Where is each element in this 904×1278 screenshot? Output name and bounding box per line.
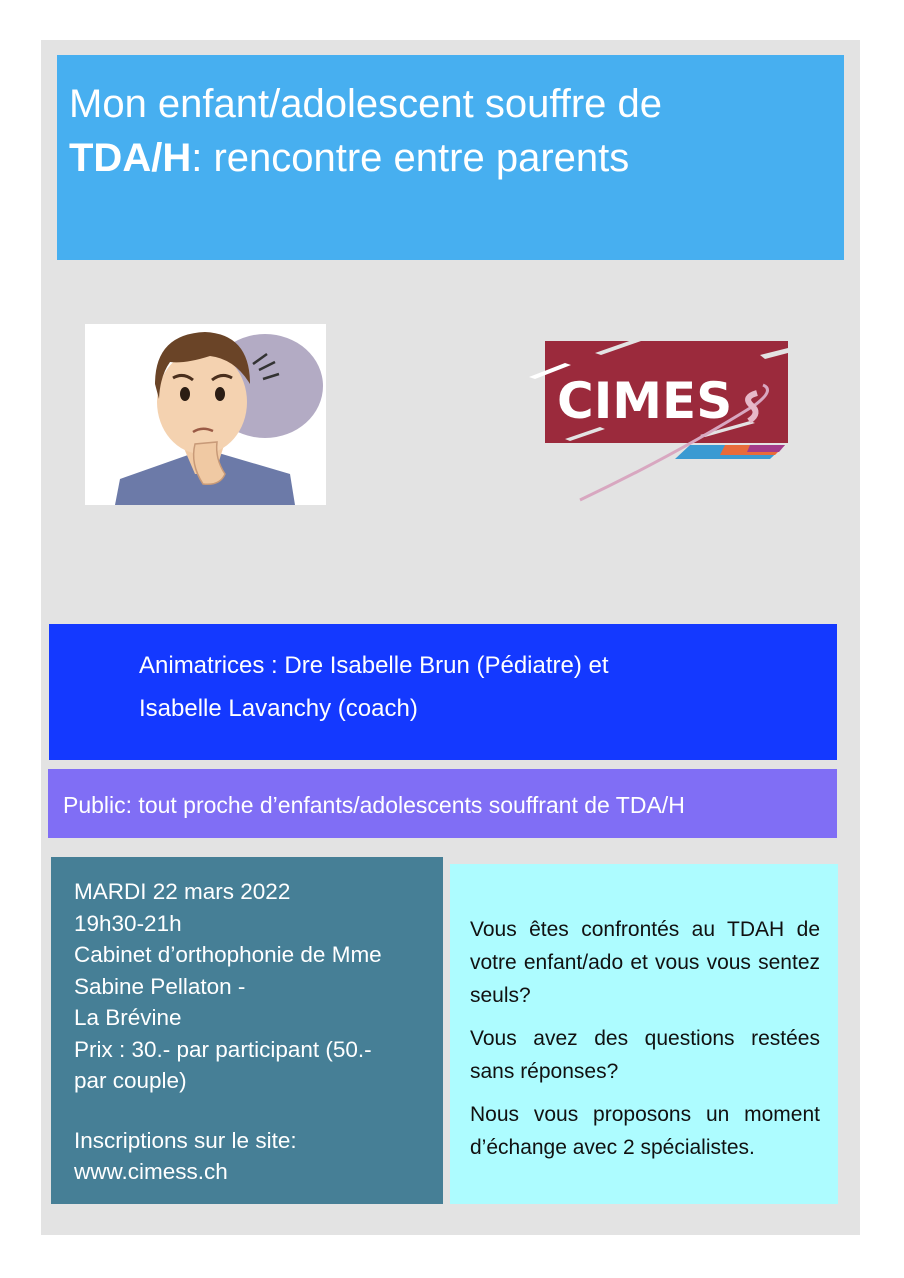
event-place-line1: Cabinet d’orthophonie de Mme: [74, 942, 382, 967]
description-p2: Vous avez des questions restées sans réponses?: [470, 1027, 820, 1083]
spacer: [74, 1097, 443, 1125]
event-price-line1: Prix : 30.- par participant (50.-: [74, 1036, 372, 1062]
title-banner: [57, 55, 844, 260]
event-price-line2: par couple): [74, 1068, 187, 1093]
animatrices-line1: Animatrices : Dre Isabelle Brun (Pédiatre) et: [139, 652, 609, 679]
description-p1: Vous êtes confrontés au TDAH de votre enfant/ado et vous vous sentez seuls?: [470, 918, 820, 1007]
worried-person-illustration: [85, 324, 326, 505]
title-rest: : rencontre entre parents: [191, 136, 630, 180]
description-box: [450, 864, 838, 1204]
logo-text: CIMES: [557, 372, 733, 430]
website-link[interactable]: www.cimess.ch: [74, 1159, 228, 1184]
cimess-logo: [525, 335, 810, 510]
event-info-box: [51, 857, 443, 1204]
flyer-title: [69, 77, 832, 185]
event-place-line3: La Brévine: [74, 1005, 182, 1030]
event-place-line2: Sabine Pellaton -: [74, 973, 246, 999]
animatrices-line2: Isabelle Lavanchy (coach): [139, 695, 418, 722]
title-bold: TDA/H: [69, 136, 192, 180]
animatrices-box: [49, 624, 837, 760]
worried-person-icon: [85, 324, 326, 505]
event-time: 19h30-21h: [74, 910, 182, 936]
title-line1: Mon enfant/adolescent souffre de: [69, 82, 663, 126]
public-text: Public: tout proche d’enfants/adolescents souffrant de TDA/H: [63, 792, 685, 818]
cimess-logo-icon: [525, 335, 810, 510]
public-box: [48, 769, 837, 838]
event-date: MARDI 22 mars 2022: [74, 879, 291, 904]
description-p3: Nous vous proposons un moment d’échange avec 2 spécialistes.: [470, 1103, 820, 1159]
inscriptions-label: Inscriptions sur le site:: [74, 1127, 297, 1153]
